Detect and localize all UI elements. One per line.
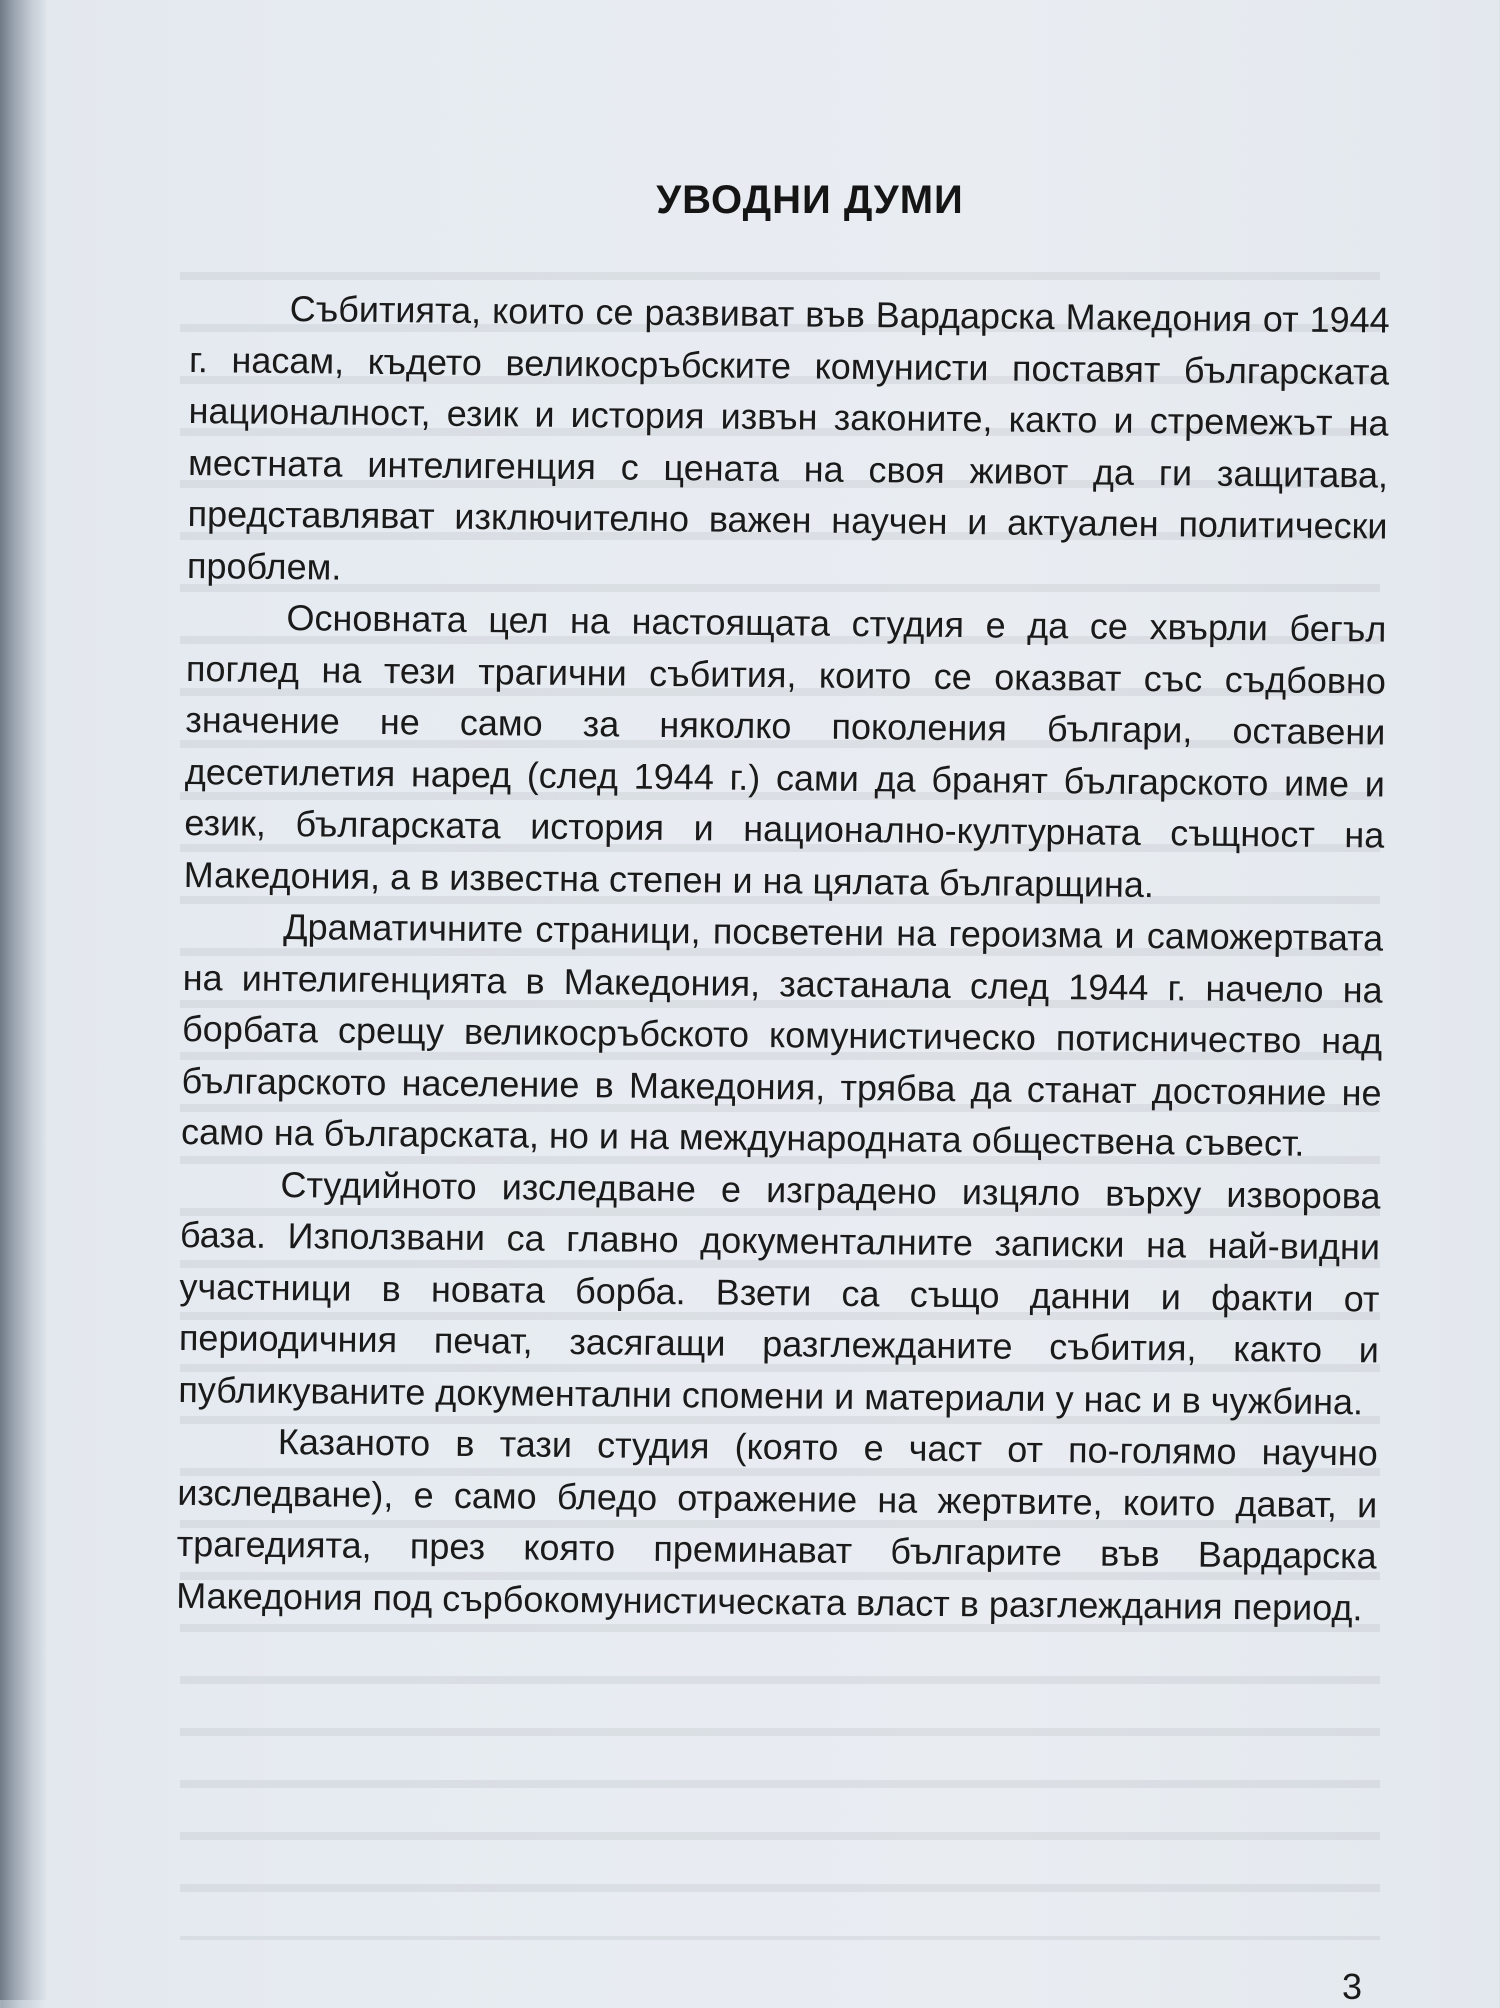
paragraph-2: Основната цел на настоящата студия е да се хвърли бегъл поглед на тези трагични събития, които се оказват със съдбовно значение не само за няколко поколения българи, оставени десетилетия наред (след 1944 г.) сами да бранят българското име и език, българската история и национално-културната същност на Македония, а в известна степен и на цялата българщина. bbox=[183, 597, 1387, 905]
paragraph-3: Драматичните страници, посветени на героизма и саможертвата на интелигенцията в Македония, застанала след 1944 г. начело на борбата срещу великосръбското комунистическо потисничество над българското население в Македония, трябва да станат достояние не само на българската, но и на международната обществена съвест. bbox=[180, 906, 1384, 1164]
paragraph-5: Казаното в тази студия (която е част от по-голямо научно изследване), е само бледо отражение на жертвите, които дават, и трагедията, през която преминават българите във Вардарска Македония под сърбокомунистическата власт в разглеждания период. bbox=[176, 1420, 1379, 1628]
body-text bbox=[176, 282, 1390, 1633]
page-gutter-shadow bbox=[0, 0, 48, 2000]
page-title: УВОДНИ ДУМИ bbox=[656, 178, 964, 222]
paragraph-4: Студийното изследване е изградено изцяло върху изворова база. Използвани са главно документалните записки на най-видни участници в новата борба. Взети са също данни и факти от периодичния печат, засягащи разглежданите събития, както и публикуваните документални спомени и материали у нас и в чужбина. bbox=[178, 1163, 1381, 1422]
paragraph-1: Събитията, които се развиват във Вардарска Македония от 1944 г. насам, където великосръбските комунисти поставят българската националност, език и история извън законите, както и стремежът на местната интелигенция с цената на своя живот да ги защитава, представляват изключително важен научен и актуален политически проблем. bbox=[186, 288, 1390, 588]
page-number: 3 bbox=[1342, 1966, 1363, 2007]
